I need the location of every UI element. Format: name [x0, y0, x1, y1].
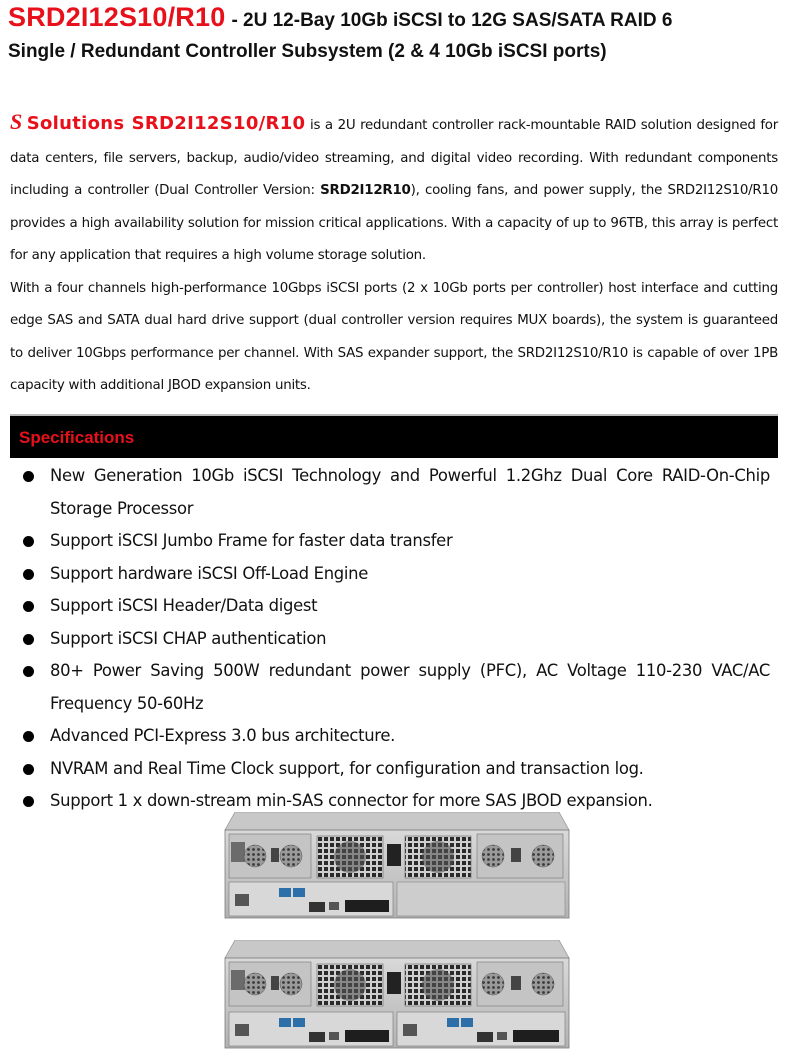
specifications-header: [10, 414, 778, 458]
spec-item: 80+ Power Saving 500W redundant power supply (PFC), AC Voltage 110-230 VAC/AC Frequency 50-60Hz: [18, 655, 770, 720]
title-description: - 2U 12-Bay 10Gb iSCSI to 12G SAS/SATA RAID 6: [231, 10, 673, 31]
bullet-icon: [23, 471, 34, 482]
spec-item: Support iSCSI Header/Data digest: [18, 590, 770, 623]
bullet-icon: [23, 796, 34, 807]
bullet-icon: [23, 634, 34, 645]
brand-logo-s: S: [10, 109, 22, 134]
bullet-icon: [23, 731, 34, 742]
dual-controller-model: SRD2I12R10: [320, 183, 411, 198]
single-controller-rear-photo: [221, 812, 573, 925]
model-number: SRD2I12S10/R10: [8, 2, 226, 32]
bullet-icon: [23, 666, 34, 677]
description-text-1: is a 2U redundant controller rack-mountable RAID solution designed for data centers, file servers, backup, audio/video streaming, and digital video recording. With redundant components including a controller (Dual Controller Version:: [10, 118, 778, 198]
bullet-icon: [23, 764, 34, 775]
description-paragraph-1: [10, 106, 778, 273]
description-text-2: ), cooling fans, and power supply, the SRD2I12S10/R10 provides a high availability solution for mission critical applications. With a capacity of up to 96TB, this array is perfect for any application that requires a high volume storage solution.: [10, 183, 778, 263]
page-subtitle: Single / Redundant Controller Subsystem (2 & 4 10Gb iSCSI ports): [8, 41, 607, 62]
spec-item: New Generation 10Gb iSCSI Technology and Powerful 1.2Ghz Dual Core RAID-On-Chip Storage Processor: [18, 460, 770, 525]
spec-item: Support hardware iSCSI Off-Load Engine: [18, 558, 770, 591]
specifications-title: Specifications: [19, 428, 135, 447]
specifications-list: [18, 460, 770, 818]
bullet-icon: [23, 601, 34, 612]
bullet-icon: [23, 536, 34, 547]
product-description: [10, 106, 778, 403]
spec-item: NVRAM and Real Time Clock support, for configuration and transaction log.: [18, 753, 770, 786]
spec-item: Support 1 x down-stream min-SAS connector for more SAS JBOD expansion.: [18, 785, 770, 818]
page-title: [8, 2, 672, 33]
spec-item: Support iSCSI CHAP authentication: [18, 623, 770, 656]
spec-item: Advanced PCI-Express 3.0 bus architecture.: [18, 720, 770, 753]
spec-item: Support iSCSI Jumbo Frame for faster data transfer: [18, 525, 770, 558]
description-paragraph-2: With a four channels high-performance 10Gbps iSCSI ports (2 x 10Gb ports per controller) host interface and cutting edge SAS and SATA dual hard drive support (dual controller version requires MUX boards), the system is guaranteed to deliver 10Gbps performance per channel. With SAS expander support, the SRD2I12S10/R10 is capable of over 1PB capacity with additional JBOD expansion units.: [10, 280, 778, 393]
brand-name: Solutions SRD2I12S10/R10: [26, 113, 306, 134]
redundant-controller-rear-photo: [221, 940, 573, 1055]
bullet-icon: [23, 569, 34, 580]
